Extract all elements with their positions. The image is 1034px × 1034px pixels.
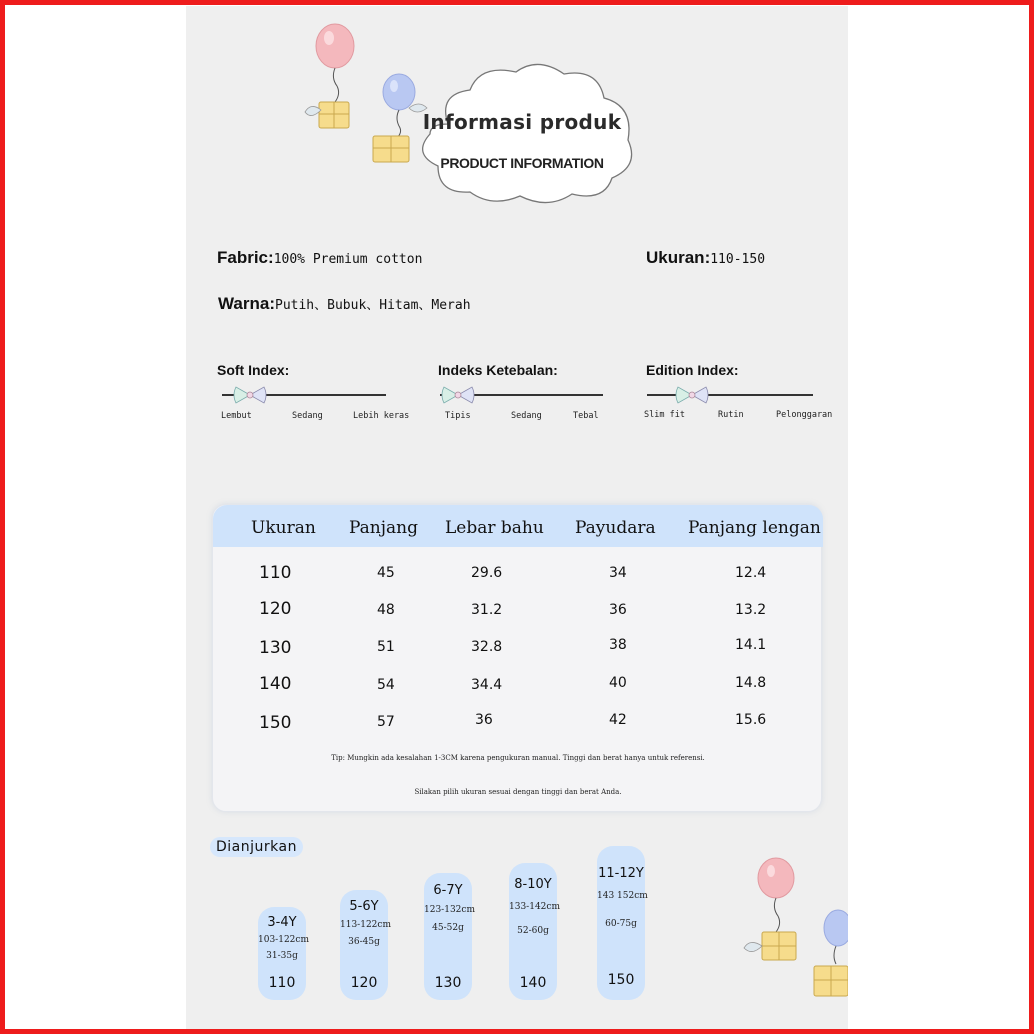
card-age: 5-6Y	[349, 899, 379, 914]
cell-chest: 36	[609, 602, 627, 618]
cell-chest: 34	[609, 565, 627, 581]
recommend-card	[509, 863, 560, 1000]
soft-index-title: Soft Index:	[217, 362, 290, 378]
balloon-gift-icon	[738, 852, 848, 1002]
cell-size: 150	[259, 713, 292, 733]
card-height: 113-122cm	[340, 920, 391, 930]
cell-length: 45	[377, 565, 395, 581]
cell-sleeve: 13.2	[735, 602, 767, 618]
color-line	[218, 294, 471, 314]
card-weight: 31-35g	[266, 951, 298, 961]
recommend-card	[424, 873, 475, 1000]
cell-sleeve: 14.8	[735, 675, 767, 691]
card-age: 6-7Y	[433, 883, 463, 898]
card-height: 123-132cm	[424, 905, 475, 915]
card-weight: 52-60g	[517, 926, 549, 936]
fabric-line	[217, 248, 422, 268]
header-panjang: Panjang	[349, 518, 418, 538]
edition-index-title: Edition Index:	[646, 362, 739, 378]
soft-index-label-mid: Sedang	[292, 411, 323, 421]
thickness-index-label-high: Tebal	[573, 411, 599, 421]
page-subtitle: PRODUCT INFORMATION	[440, 155, 604, 171]
cell-length: 48	[377, 602, 395, 618]
card-weight: 45-52g	[432, 923, 464, 933]
cell-size: 130	[259, 638, 292, 658]
thickness-index-label-low: Tipis	[445, 411, 471, 421]
cell-chest: 38	[609, 637, 627, 653]
card-size: 150	[607, 972, 635, 988]
thickness-index-label-mid: Sedang	[511, 411, 542, 421]
size-label: Ukuran:	[646, 248, 711, 267]
product-info-sheet	[186, 6, 848, 1030]
cell-shoulder: 34.4	[471, 677, 503, 693]
edition-index-track	[647, 394, 813, 396]
cell-size: 140	[259, 674, 292, 694]
size-value: 110-150	[710, 252, 766, 267]
card-height: 103-122cm	[258, 935, 309, 945]
thickness-index-title: Indeks Ketebalan:	[438, 362, 558, 378]
page-title: Informasi produk	[422, 110, 622, 134]
edition-index-label-high: Pelonggaran	[776, 410, 833, 420]
color-value: Putih、Bubuk、Hitam、Merah	[275, 298, 471, 313]
cell-size: 110	[259, 563, 292, 583]
soft-index-label-high: Lebih keras	[353, 411, 410, 421]
recommend-card	[258, 907, 309, 1000]
card-height: 143 152cm	[597, 891, 648, 901]
card-age: 11-12Y	[598, 866, 644, 881]
cell-length: 54	[377, 677, 395, 693]
size-table-header	[213, 505, 823, 547]
fabric-label: Fabric:	[217, 248, 274, 267]
cell-shoulder: 31.2	[471, 602, 503, 618]
soft-index-label-low: Lembut	[221, 411, 252, 421]
size-line	[646, 248, 765, 268]
header-payudara: Payudara	[575, 518, 656, 538]
card-height: 133-142cm	[509, 902, 560, 912]
recommended-label: Dianjurkan	[210, 837, 303, 857]
cell-size: 120	[259, 599, 292, 619]
card-age: 3-4Y	[267, 915, 297, 930]
size-table	[212, 504, 822, 812]
cell-chest: 42	[609, 712, 627, 728]
recommend-card	[340, 890, 391, 1000]
card-weight: 36-45g	[348, 937, 380, 947]
cell-shoulder: 29.6	[471, 565, 503, 581]
edition-index-label-low: Slim fit	[644, 410, 685, 420]
card-weight: 60-75g	[605, 919, 637, 929]
card-size: 130	[434, 975, 462, 991]
recommend-card	[597, 846, 648, 1000]
header-lebar-bahu: Lebar bahu	[445, 518, 544, 538]
card-size: 120	[350, 975, 378, 991]
edition-index-label-mid: Rutin	[718, 410, 744, 420]
cell-chest: 40	[609, 675, 627, 691]
card-size: 140	[519, 975, 547, 991]
bow-slider-icon	[232, 384, 268, 406]
header-ukuran: Ukuran	[251, 518, 316, 538]
cell-shoulder: 32.8	[471, 639, 503, 655]
cell-sleeve: 15.6	[735, 712, 767, 728]
cell-length: 57	[377, 714, 395, 730]
card-size: 110	[268, 975, 296, 991]
header-panjang-lengan: Panjang lengan	[688, 518, 821, 538]
cell-sleeve: 12.4	[735, 565, 767, 581]
cell-length: 51	[377, 639, 395, 655]
bow-slider-icon	[674, 384, 710, 406]
color-label: Warna:	[218, 294, 275, 313]
cell-shoulder: 36	[475, 712, 493, 728]
size-advice: Silakan pilih ukuran sesuai dengan tinggi dan berat Anda.	[414, 788, 622, 796]
bow-slider-icon	[440, 384, 476, 406]
fabric-value: 100% Premium cotton	[273, 252, 423, 267]
measurement-tip: Tip: Mungkin ada kesalahan 1-3CM karena pengukuran manual. Tinggi dan berat hanya untuk referensi.	[331, 754, 705, 762]
card-age: 8-10Y	[514, 877, 552, 892]
cell-sleeve: 14.1	[735, 637, 767, 653]
